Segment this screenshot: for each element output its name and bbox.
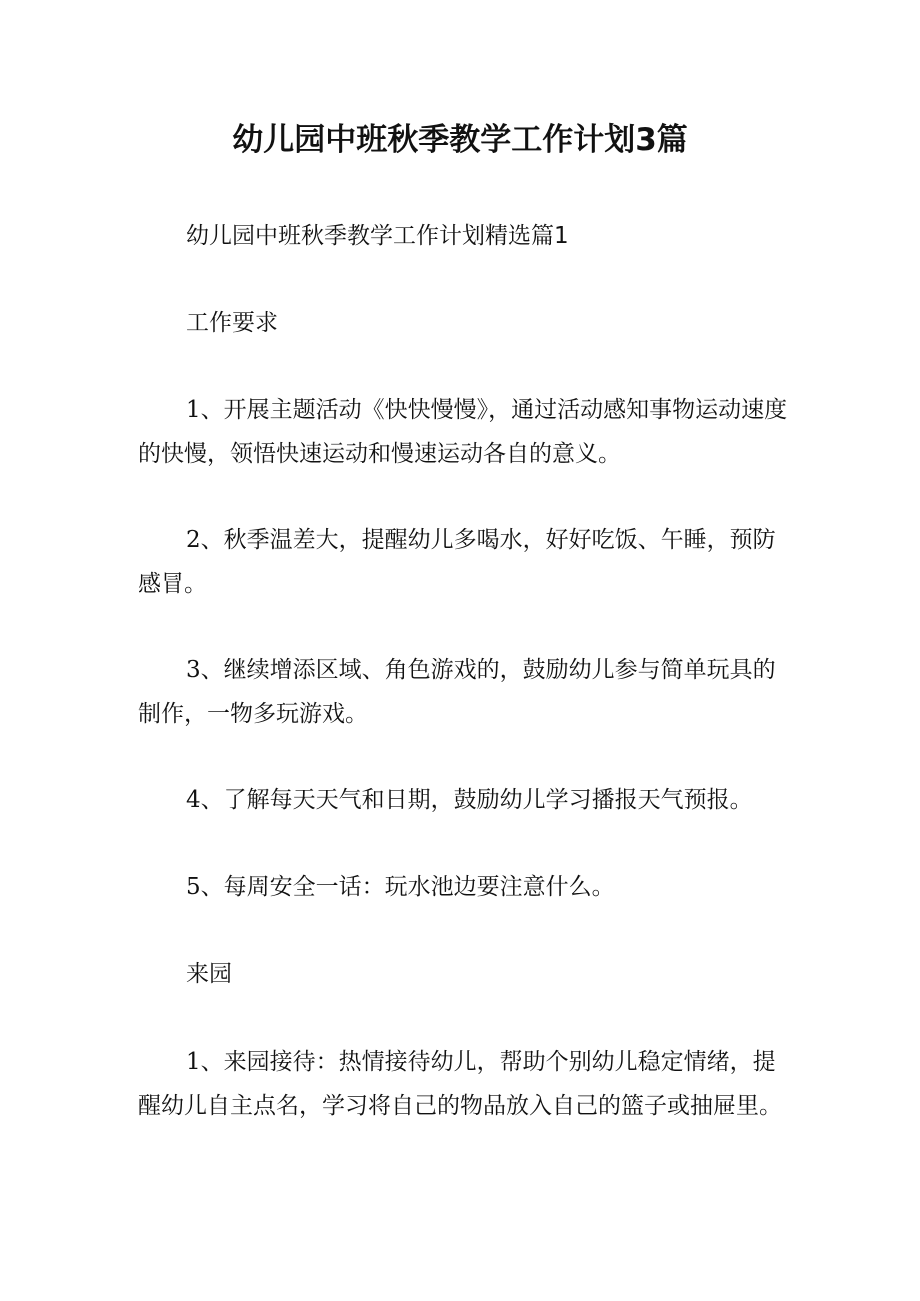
section-heading-arrival: 来园 [186,961,232,987]
requirement-item: 2、秋季温差大，提醒幼儿多喝水，好好吃饭、午睡，预防感冒。 [138,527,776,597]
arrival-item: 1、来园接待：热情接待幼儿，帮助个别幼儿稳定情绪，提醒幼儿自主点名，学习将自己的物品放入自己的篮子或抽屉里。 [138,1049,782,1119]
requirement-item: 3、继续增添区域、角色游戏的，鼓励幼儿参与简单玩具的制作，一物多玩游戏。 [138,657,776,727]
section-heading-requirements: 工作要求 [186,310,278,336]
requirement-item: 4、了解每天天气和日期，鼓励幼儿学习播报天气预报。 [186,787,753,813]
document-title: 幼儿园中班秋季教学工作计划3篇 [232,122,688,158]
section-subtitle: 幼儿园中班秋季教学工作计划精选篇1 [186,223,569,249]
requirement-item: 1、开展主题活动《快快慢慢》，通过活动感知事物运动速度的快慢，领悟快速运动和慢速运动各自的意义。 [138,397,788,467]
requirement-item: 5、每周安全一话：玩水池边要注意什么。 [186,874,615,900]
